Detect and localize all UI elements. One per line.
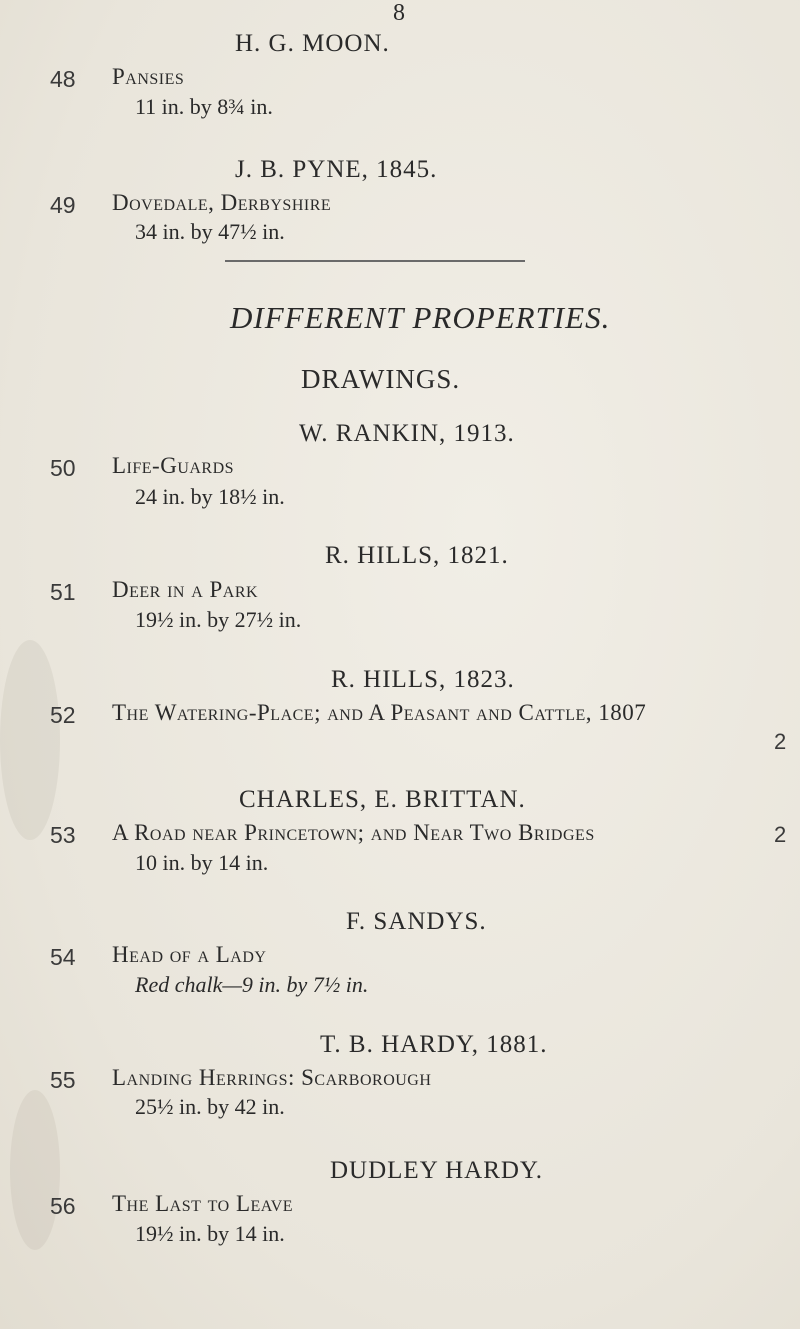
artist-name: CHARLES, E. BRITTAN. (239, 786, 526, 813)
lot-title: Dovedale, Derbyshire (112, 190, 332, 215)
artist-name: F. SANDYS. (346, 908, 487, 935)
lot-number: 54 (50, 944, 76, 970)
lot-number: 53 (50, 822, 76, 848)
section-heading: DIFFERENT PROPERTIES. (230, 300, 611, 335)
lot-dimensions: 25½ in. by 42 in. (135, 1094, 285, 1119)
paper-stain (10, 1090, 60, 1250)
lot-number: 56 (50, 1193, 76, 1219)
lot-dimensions: 24 in. by 18½ in. (135, 484, 285, 509)
artist-name: T. B. HARDY, 1881. (320, 1031, 548, 1058)
lot-title: Head of a Lady (112, 942, 267, 967)
lot-number: 55 (50, 1067, 76, 1093)
lot-number: 49 (50, 192, 76, 218)
subsection-heading: DRAWINGS. (301, 364, 461, 394)
lot-dimensions: 11 in. by 8¾ in. (135, 94, 273, 119)
lot-number: 52 (50, 702, 76, 728)
artist-name: J. B. PYNE, 1845. (235, 156, 438, 183)
lot-title: A Road near Princetown; and Near Two Bridges (112, 820, 595, 845)
lot-quantity: 2 (774, 729, 787, 754)
lot-number: 51 (50, 579, 76, 605)
lot-dimensions: 34 in. by 47½ in. (135, 219, 285, 244)
lot-dimensions: 19½ in. by 14 in. (135, 1221, 285, 1246)
artist-name: W. RANKIN, 1913. (299, 420, 515, 447)
lot-title: Life-Guards (112, 453, 235, 478)
lot-title: Landing Herrings: Scarborough (112, 1065, 432, 1090)
lot-number: 50 (50, 455, 76, 481)
lot-dimensions: Red chalk—9 in. by 7½ in. (135, 972, 369, 997)
lot-number: 48 (50, 66, 76, 92)
lot-title: Deer in a Park (112, 577, 259, 602)
lot-dimensions: 10 in. by 14 in. (135, 850, 269, 875)
paper-stain (0, 640, 60, 840)
lot-title: Pansies (112, 64, 185, 89)
lot-quantity: 2 (774, 822, 787, 847)
lot-title: The Watering-Place; and A Peasant and Cattle, 1807 (112, 700, 647, 725)
lot-dimensions: 19½ in. by 27½ in. (135, 607, 302, 632)
page-number: 8 (393, 0, 405, 26)
artist-name: R. HILLS, 1821. (325, 542, 509, 569)
section-divider (225, 260, 525, 262)
lot-title: The Last to Leave (112, 1191, 294, 1216)
artist-name: R. HILLS, 1823. (331, 666, 515, 693)
artist-name: H. G. MOON. (235, 30, 390, 57)
artist-name: DUDLEY HARDY. (330, 1157, 543, 1184)
